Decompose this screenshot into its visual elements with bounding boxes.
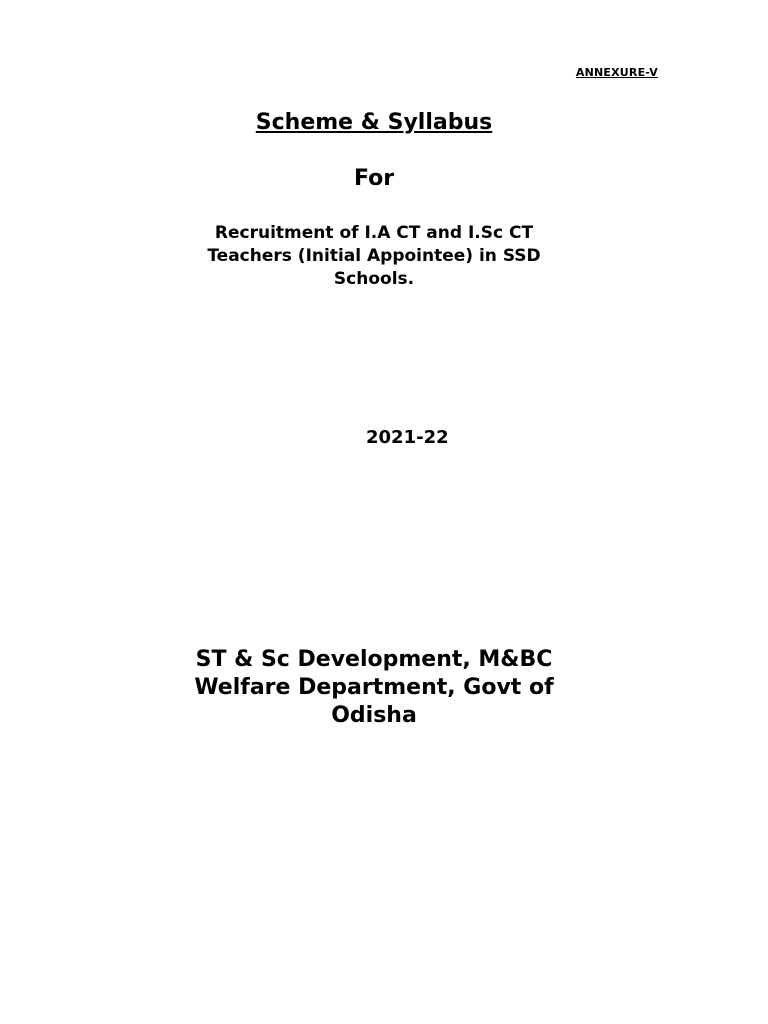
subtitle-line: Teachers (Initial Appointee) in SSD [207,246,541,266]
department-line: Odisha [331,703,417,728]
for-label: For [353,166,395,191]
department-name [174,646,574,730]
department-line: Welfare Department, Govt of [194,675,554,700]
subtitle-line: Schools. [333,269,415,289]
subtitle [174,222,574,291]
subtitle-line: Recruitment of I.A CT and I.Sc CT [214,223,534,243]
annexure-label: ANNEXURE-V [575,66,658,79]
department-line: ST & Sc Development, M&BC [195,647,553,672]
year-label: 2021-22 [366,427,449,448]
document-title: Scheme & Syllabus [255,110,493,135]
